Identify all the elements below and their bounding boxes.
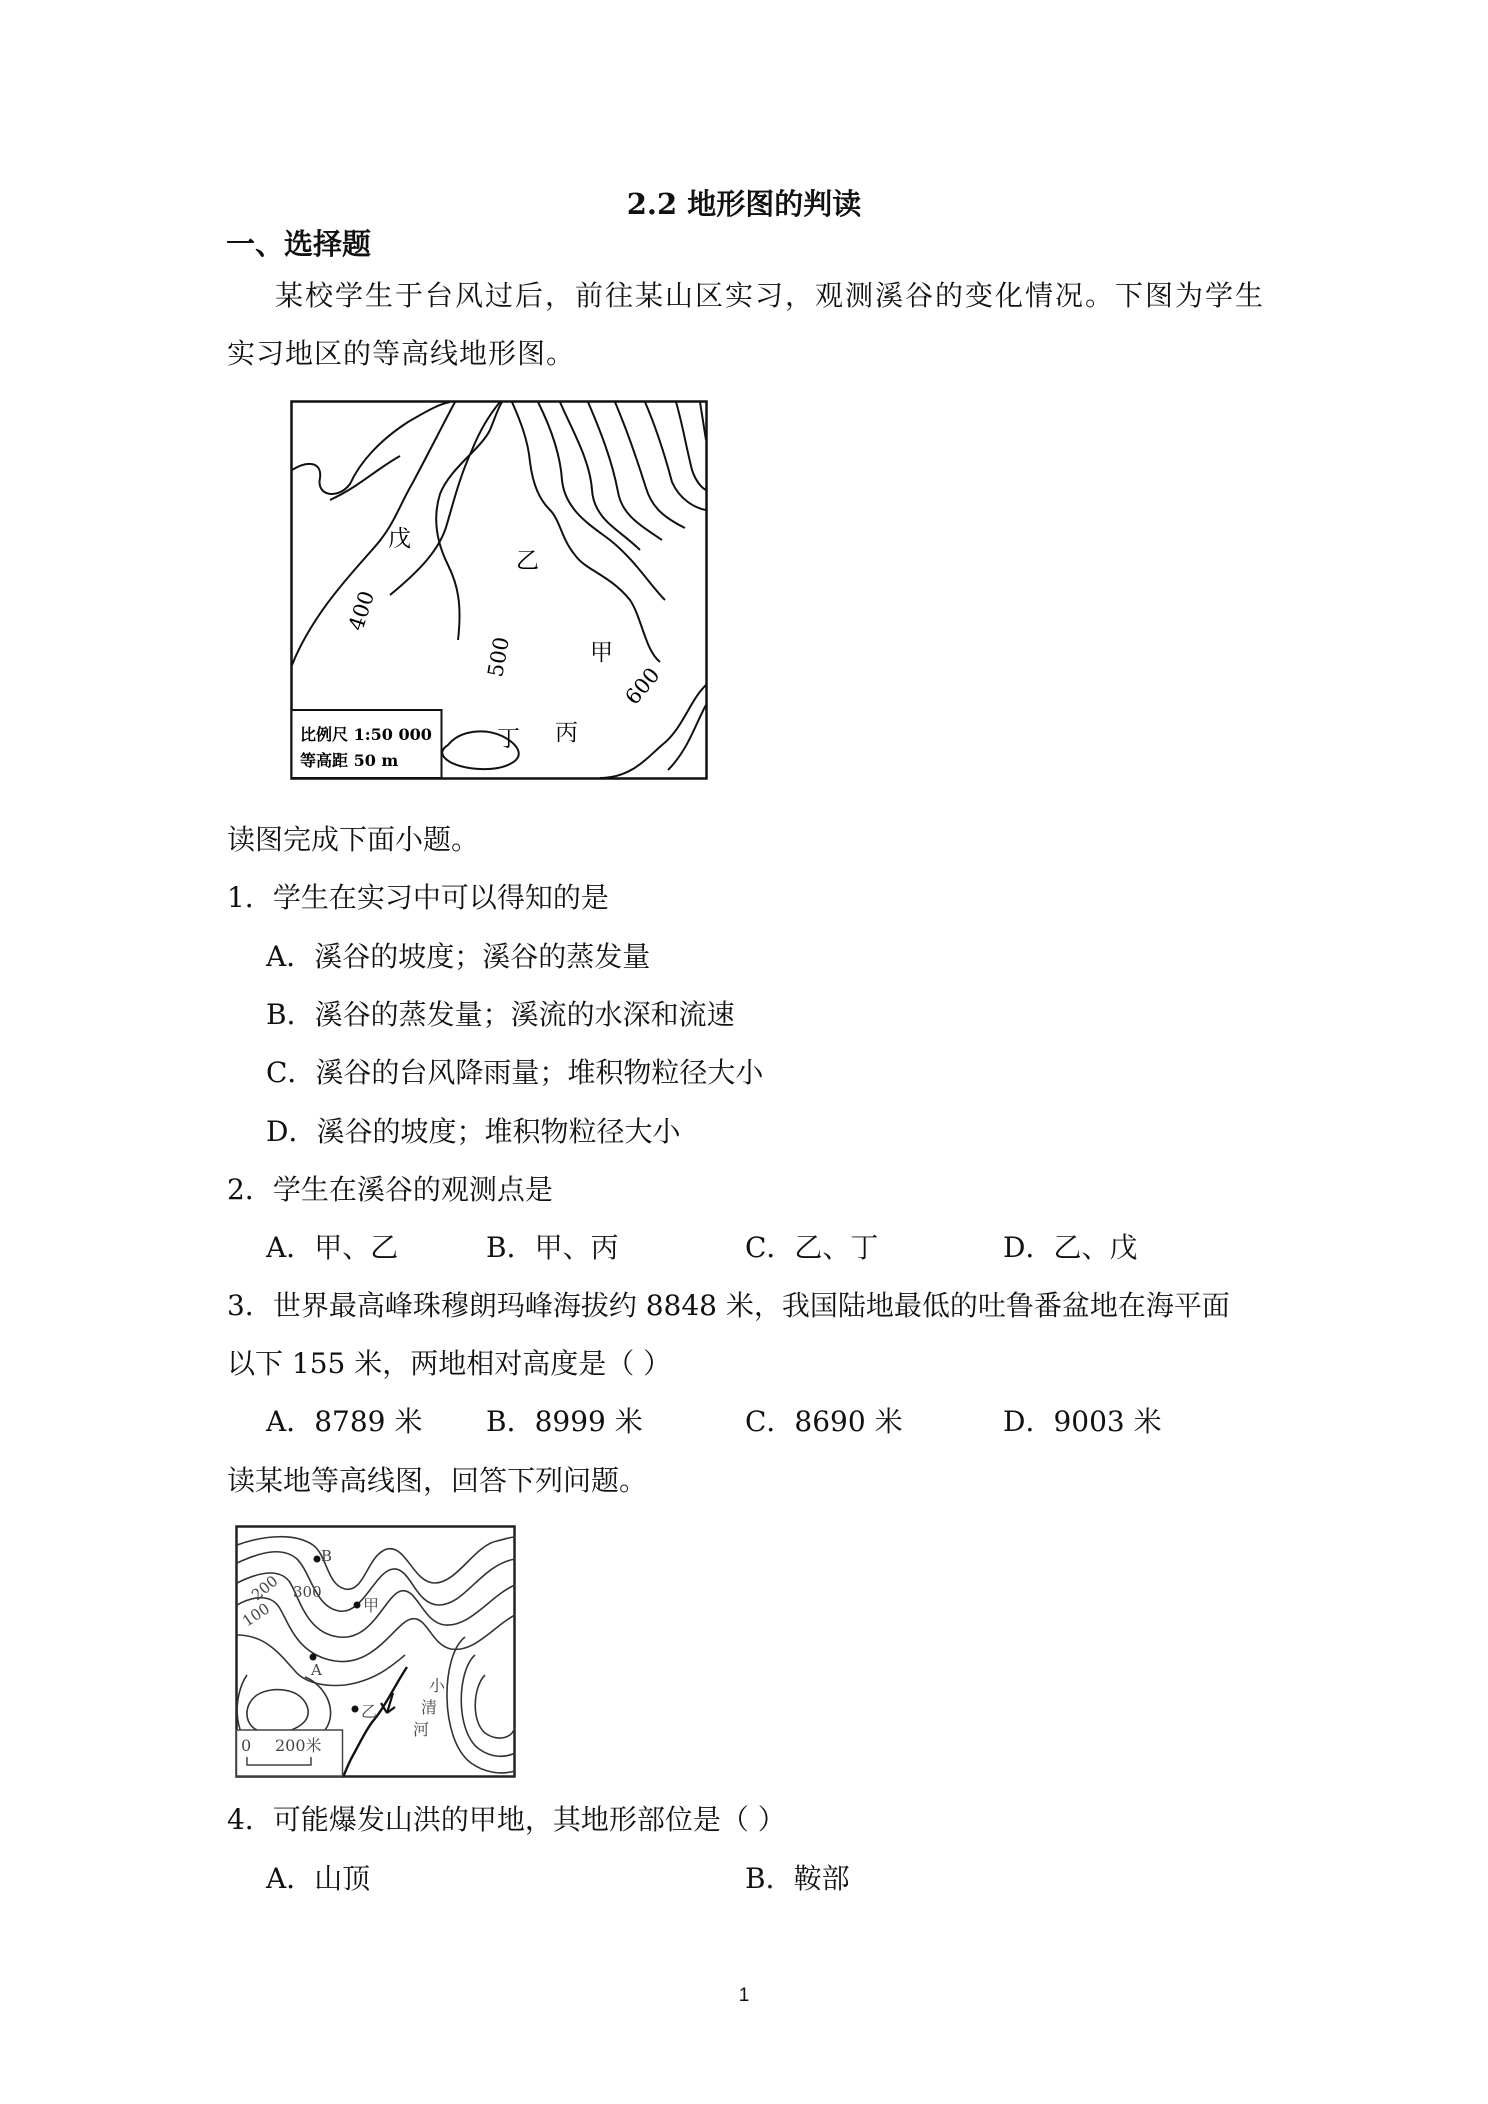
river-flow-arrow — [381, 1693, 395, 1713]
q4-option-b: B．鞍部 — [745, 1862, 850, 1895]
page-number: 1 — [738, 1985, 750, 2006]
contour-label-600: 600 — [620, 663, 665, 710]
map-interval-label: 等高距 50 m — [300, 751, 399, 770]
q3-option-b: B．8999 米 — [486, 1405, 643, 1438]
q1-option-d: D．溪谷的坡度；堆积物粒径大小 — [266, 1115, 681, 1148]
q2-option-a: A．甲、乙 — [266, 1231, 399, 1264]
q1-option-c: C．溪谷的台风降雨量；堆积物粒径大小 — [266, 1056, 764, 1089]
q1-stem: 1．学生在实习中可以得知的是 — [227, 881, 609, 914]
contour-label-100: 100 — [239, 1599, 273, 1631]
section-heading: 一、选择题 — [226, 227, 372, 261]
q1-option-b: B．溪谷的蒸发量；溪流的水深和流速 — [266, 998, 735, 1031]
q3-stem-line-1: 3．世界最高峰珠穆朗玛峰海拔约 8848 米，我国陆地最低的吐鲁番盆地在海平面 — [227, 1289, 1230, 1322]
q2-option-c: C．乙、丁 — [745, 1231, 879, 1264]
point-label-b: B — [321, 1547, 333, 1565]
point-a-dot — [310, 1654, 317, 1661]
river-label-char-3: 河 — [413, 1720, 430, 1739]
page-title: 2.2 地形图的判读 — [626, 187, 862, 221]
q2-stem: 2．学生在溪谷的观测点是 — [227, 1173, 553, 1206]
intro-line-2: 实习地区的等高线地形图。 — [227, 337, 576, 370]
q2-option-d: D．乙、戊 — [1003, 1231, 1138, 1264]
contour-map-figure-1 — [290, 400, 708, 780]
point-label-jia: 甲 — [363, 1596, 380, 1615]
point-label-bing: 丙 — [555, 720, 578, 746]
q1-option-a: A．溪谷的坡度；溪谷的蒸发量 — [266, 940, 651, 973]
q3-option-a: A．8789 米 — [266, 1405, 423, 1438]
contour-label-200: 200 — [248, 1571, 282, 1605]
read-prompt-1: 读图完成下面小题。 — [227, 823, 480, 856]
contour-label-400: 400 — [343, 587, 380, 634]
intro-line-1: 某校学生于台风过后，前往某山区实习，观测溪谷的变化情况。下图为学生 — [275, 279, 1266, 312]
river-label-char-2: 清 — [421, 1698, 438, 1717]
q4-option-a: A．山顶 — [266, 1862, 371, 1895]
point-label-wu: 戊 — [388, 526, 411, 552]
point-label-yi: 乙 — [361, 1702, 378, 1721]
river-label-char-1: 小 — [429, 1676, 446, 1695]
contour-label-500: 500 — [483, 635, 514, 679]
contour-map-figure-2 — [235, 1525, 516, 1778]
point-label-a: A — [311, 1661, 322, 1679]
point-b-dot — [314, 1556, 321, 1563]
point-label-jia: 甲 — [590, 640, 613, 666]
q2-option-b: B．甲、丙 — [486, 1231, 619, 1264]
scale-zero: 0 — [241, 1736, 252, 1755]
q3-option-d: D．9003 米 — [1003, 1405, 1162, 1438]
read-prompt-2: 读某地等高线图，回答下列问题。 — [227, 1464, 648, 1497]
contour-label-300: 300 — [293, 1583, 322, 1601]
point-yi-dot — [352, 1706, 359, 1713]
scale-text: 200米 — [275, 1736, 322, 1755]
map-scale-label: 比例尺 1:50 000 — [300, 725, 432, 744]
q3-stem-line-2: 以下 155 米，两地相对高度是（ ） — [227, 1347, 672, 1380]
point-label-yi: 乙 — [516, 548, 539, 574]
point-label-ding: 丁 — [497, 726, 520, 752]
q3-option-c: C．8690 米 — [745, 1405, 903, 1438]
q4-stem: 4．可能爆发山洪的甲地，其地形部位是（ ） — [227, 1803, 786, 1836]
point-jia-dot — [354, 1602, 361, 1609]
